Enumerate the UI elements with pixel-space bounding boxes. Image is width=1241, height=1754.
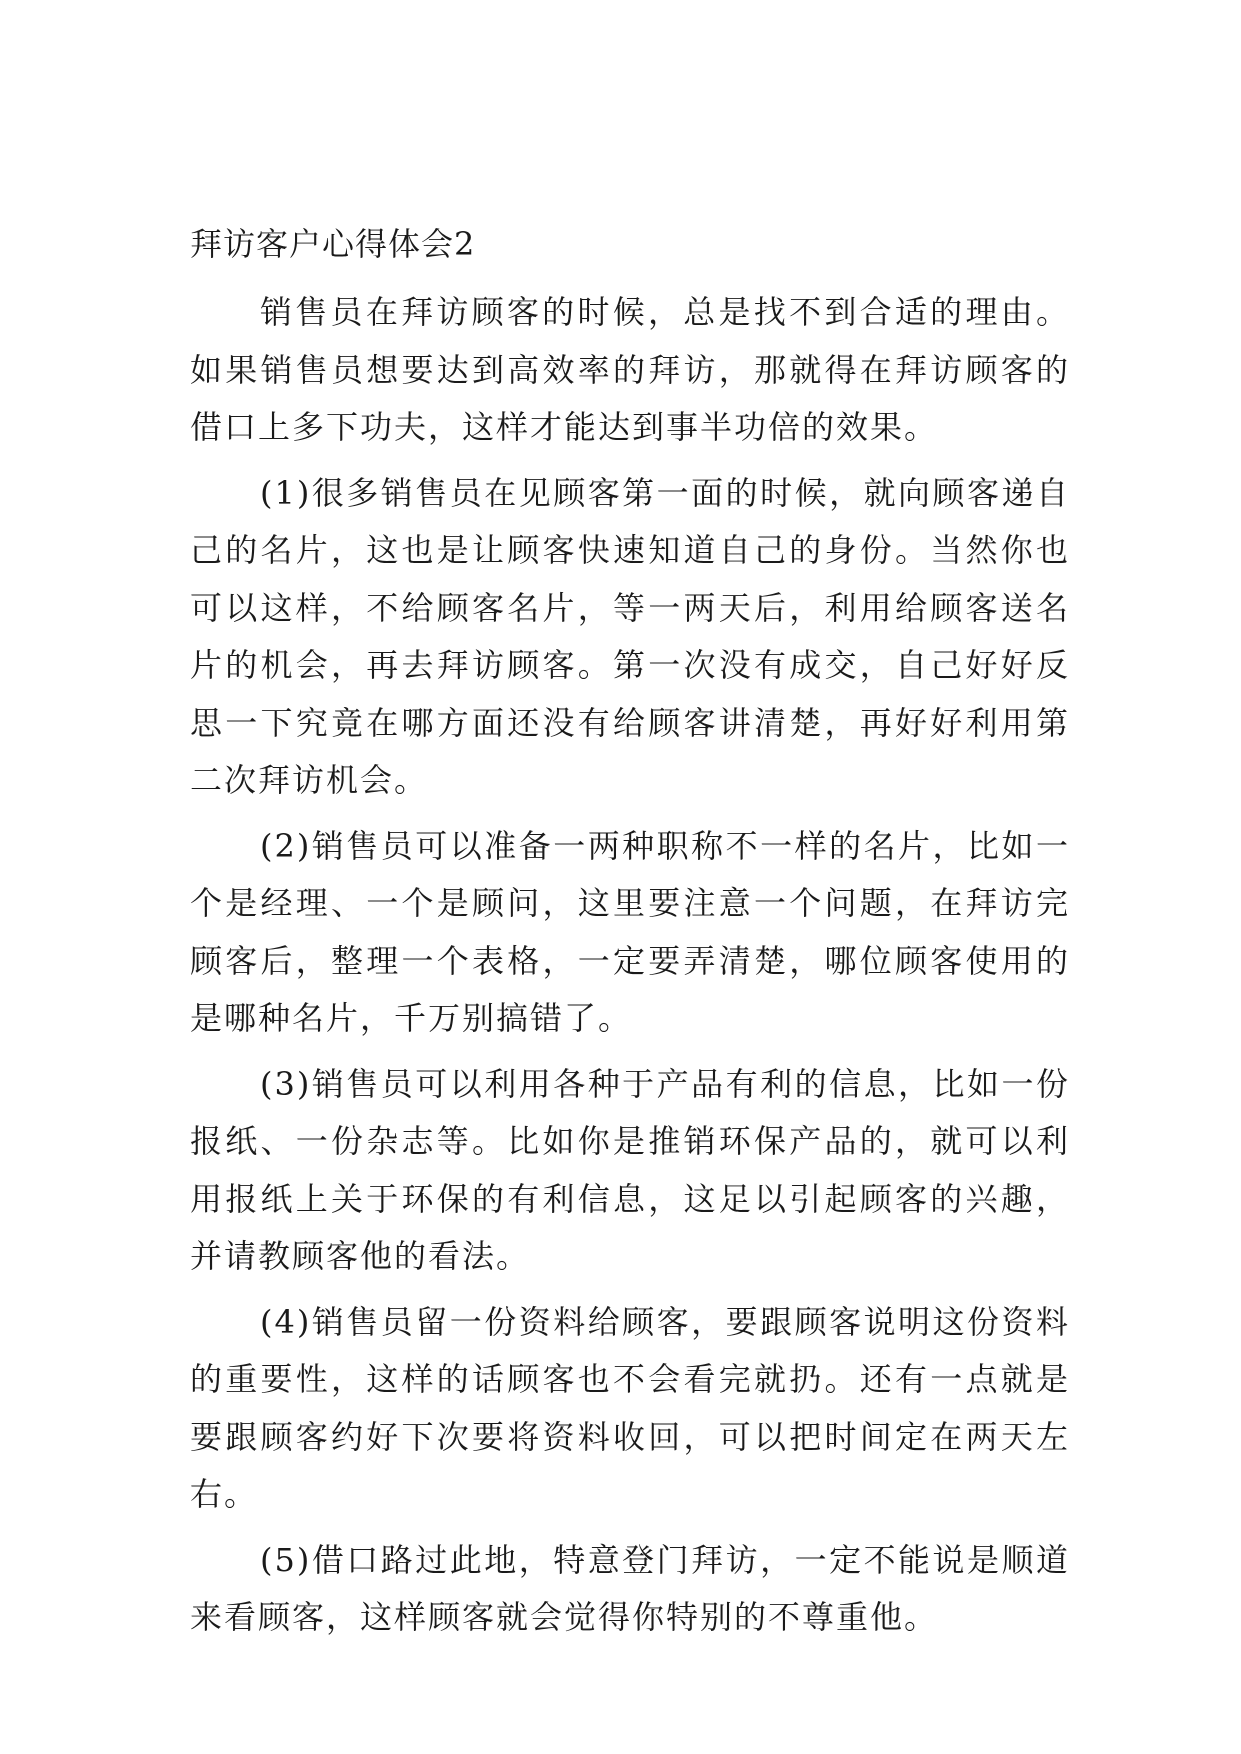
- paragraph-item-3: (3)销售员可以利用各种于产品有利的信息，比如一份报纸、一份杂志等。比如你是推销环保产品的，就可以利用报纸上关于环保的有利信息，这足以引起顾客的兴趣，并请教顾客他的看法。: [190, 1064, 1070, 1275]
- document-page: [190, 0, 1070, 1754]
- paragraph-intro: 销售员在拜访顾客的时候，总是找不到合适的理由。如果销售员想要达到高效率的拜访，那就得在拜访顾客的借口上多下功夫，这样才能达到事半功倍的效果。: [190, 293, 1070, 446]
- paragraph-item-2: (2)销售员可以准备一两种职称不一样的名片，比如一个是经理、一个是顾问，这里要注意一个问题，在拜访完顾客后，整理一个表格，一定要弄清楚，哪位顾客使用的是哪种名片，千万别搞错了。: [190, 826, 1070, 1037]
- paragraph-item-5: (5)借口路过此地，特意登门拜访，一定不能说是顺道来看顾客，这样顾客就会觉得你特别的不尊重他。: [190, 1540, 1070, 1636]
- document-body: [190, 284, 1070, 1655]
- document-title: 拜访客户心得体会2: [190, 225, 476, 263]
- paragraph-item-1: (1)很多销售员在见顾客第一面的时候，就向顾客递自己的名片，这也是让顾客快速知道自己的身份。当然你也可以这样，不给顾客名片，等一两天后，利用给顾客送名片的机会，再去拜访顾客。第一次没有成交，自己好好反思一下究竟在哪方面还没有给顾客讲清楚，再好好利用第二次拜访机会。: [190, 473, 1070, 799]
- paragraph-item-4: (4)销售员留一份资料给顾客，要跟顾客说明这份资料的重要性，这样的话顾客也不会看完就扔。还有一点就是要跟顾客约好下次要将资料收回，可以把时间定在两天左右。: [190, 1302, 1070, 1513]
